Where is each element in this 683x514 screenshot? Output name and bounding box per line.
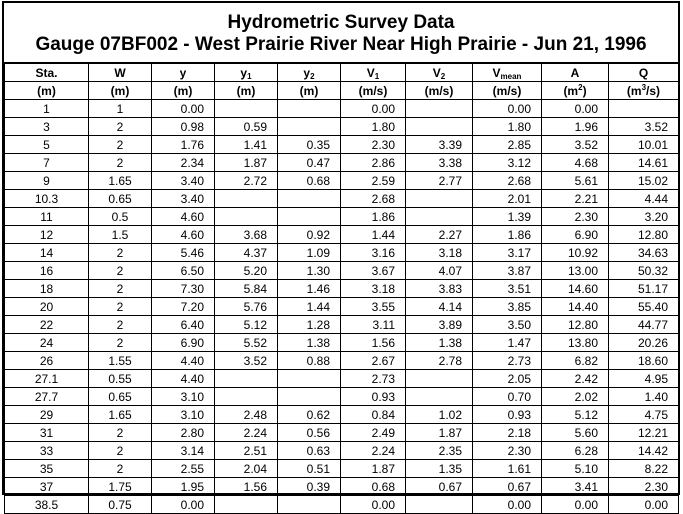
cell-w: 1.65	[89, 406, 152, 424]
cell-y1: 5.84	[215, 280, 278, 298]
cell-y1	[215, 496, 278, 514]
unit-v2: (m/s)	[406, 82, 473, 100]
cell-v1: 3.16	[341, 244, 406, 262]
cell-y: 4.40	[152, 370, 215, 388]
cell-v2: 4.07	[406, 262, 473, 280]
cell-vmean: 3.85	[473, 298, 542, 316]
cell-v2	[406, 190, 473, 208]
unit-a: $(m^2)$	[542, 82, 609, 100]
cell-y2: 0.68	[278, 172, 341, 190]
unit-q: $(m^3/s)$	[609, 82, 679, 100]
cell-w: 2	[89, 316, 152, 334]
cell-v2: 1.38	[406, 334, 473, 352]
cell-y: 0.00	[152, 496, 215, 514]
cell-w: 1.55	[89, 352, 152, 370]
cell-q	[609, 100, 679, 118]
cell-y2: 0.47	[278, 154, 341, 172]
cell-a: 1.96	[542, 118, 609, 136]
table-row	[5, 352, 679, 370]
cell-y2: 0.63	[278, 442, 341, 460]
cell-sta: 11	[5, 208, 89, 226]
cell-v2: 4.14	[406, 298, 473, 316]
cell-vmean: 3.12	[473, 154, 542, 172]
cell-sta: 7	[5, 154, 89, 172]
cell-vmean: 3.17	[473, 244, 542, 262]
cell-sta: 24	[5, 334, 89, 352]
header-y2: $y_2$	[278, 63, 341, 82]
table-row	[5, 334, 679, 352]
cell-a: 3.52	[542, 136, 609, 154]
cell-v1: 3.18	[341, 280, 406, 298]
cell-w: 2	[89, 118, 152, 136]
cell-y1	[215, 190, 278, 208]
header-v1: $V_1$	[341, 63, 406, 82]
cell-q: 15.02	[609, 172, 679, 190]
cell-vmean: 2.18	[473, 424, 542, 442]
cell-sta: 20	[5, 298, 89, 316]
cell-y: 6.50	[152, 262, 215, 280]
cell-y: 6.40	[152, 316, 215, 334]
cell-w: 2	[89, 262, 152, 280]
cell-vmean: 0.93	[473, 406, 542, 424]
header-y: y	[152, 63, 215, 82]
cell-v2	[406, 208, 473, 226]
cell-y2: 1.46	[278, 280, 341, 298]
cell-y1: 2.48	[215, 406, 278, 424]
cell-sta: 37	[5, 478, 89, 496]
cell-w: 0.65	[89, 190, 152, 208]
cell-sta: 26	[5, 352, 89, 370]
cell-w: 2	[89, 334, 152, 352]
cell-a: 6.90	[542, 226, 609, 244]
cell-q: 34.63	[609, 244, 679, 262]
cell-v1: 3.11	[341, 316, 406, 334]
cell-a: 0.00	[542, 496, 609, 514]
cell-a: 5.12	[542, 406, 609, 424]
cell-y1: 2.24	[215, 424, 278, 442]
cell-w: 2	[89, 298, 152, 316]
cell-v1: 3.55	[341, 298, 406, 316]
cell-v1: 2.30	[341, 136, 406, 154]
cell-vmean: 2.01	[473, 190, 542, 208]
unit-y2: (m)	[278, 82, 341, 100]
cell-y: 3.40	[152, 172, 215, 190]
cell-vmean: 2.73	[473, 352, 542, 370]
cell-a: 2.21	[542, 190, 609, 208]
cell-vmean: 0.00	[473, 100, 542, 118]
cell-vmean: 2.85	[473, 136, 542, 154]
table-row	[5, 442, 679, 460]
cell-y: 3.14	[152, 442, 215, 460]
table-row	[5, 406, 679, 424]
cell-y2: 1.44	[278, 298, 341, 316]
survey-table-body	[5, 63, 679, 514]
cell-y1: 3.52	[215, 352, 278, 370]
cell-w: 1.65	[89, 172, 152, 190]
cell-q: 0.00	[609, 496, 679, 514]
cell-y1	[215, 100, 278, 118]
cell-w: 1.5	[89, 226, 152, 244]
cell-w: 0.55	[89, 370, 152, 388]
cell-y2: 0.92	[278, 226, 341, 244]
cell-w: 1	[89, 100, 152, 118]
cell-y: 0.98	[152, 118, 215, 136]
survey-sheet	[2, 1, 680, 512]
cell-v1: 1.56	[341, 334, 406, 352]
table-row	[5, 316, 679, 334]
cell-y1: 2.51	[215, 442, 278, 460]
cell-q: 14.61	[609, 154, 679, 172]
cell-v1: 1.86	[341, 208, 406, 226]
cell-sta: 14	[5, 244, 89, 262]
cell-q: 1.40	[609, 388, 679, 406]
unit-vmean: (m/s)	[473, 82, 542, 100]
cell-v1: 1.44	[341, 226, 406, 244]
survey-table	[4, 62, 679, 514]
sheet-subtitle: Gauge 07BF002 - West Prairie River Near High Prairie - Jun 21, 1996	[35, 34, 647, 55]
cell-y2: 0.35	[278, 136, 341, 154]
cell-vmean: 0.67	[473, 478, 542, 496]
cell-v1: 1.80	[341, 118, 406, 136]
cell-y: 3.10	[152, 388, 215, 406]
table-row	[5, 244, 679, 262]
cell-y2: 1.28	[278, 316, 341, 334]
cell-sta: 29	[5, 406, 89, 424]
cell-y1: 2.04	[215, 460, 278, 478]
header-vmean: $V_{mean}$	[473, 63, 542, 82]
cell-v1: 0.84	[341, 406, 406, 424]
cell-a: 5.10	[542, 460, 609, 478]
cell-q: 14.42	[609, 442, 679, 460]
cell-y1: 2.72	[215, 172, 278, 190]
table-row	[5, 154, 679, 172]
cell-y: 2.80	[152, 424, 215, 442]
cell-v2: 2.35	[406, 442, 473, 460]
table-row	[5, 136, 679, 154]
cell-a: 0.00	[542, 100, 609, 118]
table-row	[5, 496, 679, 514]
cell-y2: 0.51	[278, 460, 341, 478]
cell-sta: 18	[5, 280, 89, 298]
header-w: W	[89, 63, 152, 82]
cell-v2: 1.87	[406, 424, 473, 442]
cell-v2: 2.78	[406, 352, 473, 370]
cell-v1: 0.00	[341, 496, 406, 514]
cell-q: 12.80	[609, 226, 679, 244]
cell-vmean: 0.00	[473, 496, 542, 514]
cell-sta: 35	[5, 460, 89, 478]
table-row	[5, 226, 679, 244]
cell-q: 55.40	[609, 298, 679, 316]
cell-y: 7.20	[152, 298, 215, 316]
cell-q: 20.26	[609, 334, 679, 352]
cell-sta: 31	[5, 424, 89, 442]
cell-v2: 3.38	[406, 154, 473, 172]
cell-y1: 5.76	[215, 298, 278, 316]
cell-v2	[406, 370, 473, 388]
cell-w: 0.75	[89, 496, 152, 514]
header-q: Q	[609, 63, 679, 82]
header-y1: $y_1$	[215, 63, 278, 82]
cell-v2: 0.67	[406, 478, 473, 496]
cell-a: 10.92	[542, 244, 609, 262]
cell-y: 7.30	[152, 280, 215, 298]
cell-q: 3.20	[609, 208, 679, 226]
table-row	[5, 262, 679, 280]
cell-y: 4.40	[152, 352, 215, 370]
cell-y2	[278, 118, 341, 136]
table-row	[5, 388, 679, 406]
cell-a: 12.80	[542, 316, 609, 334]
cell-sta: 1	[5, 100, 89, 118]
cell-v1: 1.87	[341, 460, 406, 478]
cell-v2: 2.27	[406, 226, 473, 244]
cell-y1: 0.59	[215, 118, 278, 136]
cell-y1: 5.20	[215, 262, 278, 280]
cell-sta: 3	[5, 118, 89, 136]
cell-sta: 5	[5, 136, 89, 154]
table-row	[5, 460, 679, 478]
cell-v2	[406, 496, 473, 514]
cell-sta: 16	[5, 262, 89, 280]
table-row	[5, 370, 679, 388]
unit-w: (m)	[89, 82, 152, 100]
cell-y: 5.46	[152, 244, 215, 262]
cell-vmean: 1.61	[473, 460, 542, 478]
cell-y1: 3.68	[215, 226, 278, 244]
cell-q: 4.95	[609, 370, 679, 388]
cell-a: 2.42	[542, 370, 609, 388]
cell-q: 2.30	[609, 478, 679, 496]
units-row	[5, 82, 679, 100]
cell-q: 8.22	[609, 460, 679, 478]
cell-y1	[215, 208, 278, 226]
cell-y2	[278, 388, 341, 406]
cell-v1: 2.24	[341, 442, 406, 460]
unit-sta: (m)	[5, 82, 89, 100]
cell-vmean: 2.30	[473, 442, 542, 460]
cell-y2	[278, 190, 341, 208]
cell-q: 12.21	[609, 424, 679, 442]
cell-y1: 5.52	[215, 334, 278, 352]
cell-a: 13.80	[542, 334, 609, 352]
cell-q: 18.60	[609, 352, 679, 370]
cell-w: 0.65	[89, 388, 152, 406]
cell-vmean: 3.50	[473, 316, 542, 334]
cell-y: 2.55	[152, 460, 215, 478]
header-a: A	[542, 63, 609, 82]
cell-q: 10.01	[609, 136, 679, 154]
cell-v2: 3.83	[406, 280, 473, 298]
cell-a: 13.00	[542, 262, 609, 280]
cell-w: 2	[89, 280, 152, 298]
cell-v1: 0.68	[341, 478, 406, 496]
unit-y: (m)	[152, 82, 215, 100]
cell-y: 2.34	[152, 154, 215, 172]
header-row	[5, 63, 679, 82]
table-row	[5, 478, 679, 496]
cell-v2	[406, 100, 473, 118]
table-row	[5, 100, 679, 118]
cell-a: 2.30	[542, 208, 609, 226]
header-sta: Sta.	[5, 63, 89, 82]
cell-q: 4.44	[609, 190, 679, 208]
cell-w: 2	[89, 244, 152, 262]
table-row	[5, 208, 679, 226]
cell-w: 2	[89, 442, 152, 460]
cell-y: 0.00	[152, 100, 215, 118]
cell-v2: 1.35	[406, 460, 473, 478]
table-row	[5, 298, 679, 316]
cell-sta: 9	[5, 172, 89, 190]
cell-sta: 33	[5, 442, 89, 460]
cell-vmean: 1.39	[473, 208, 542, 226]
cell-a: 5.61	[542, 172, 609, 190]
table-row	[5, 280, 679, 298]
cell-y2	[278, 496, 341, 514]
cell-y: 4.60	[152, 208, 215, 226]
header-v2: $V_2$	[406, 63, 473, 82]
cell-y2: 0.39	[278, 478, 341, 496]
cell-y: 3.10	[152, 406, 215, 424]
cell-y1: 5.12	[215, 316, 278, 334]
table-row	[5, 118, 679, 136]
cell-vmean: 1.80	[473, 118, 542, 136]
cell-y: 3.40	[152, 190, 215, 208]
cell-sta: 27.1	[5, 370, 89, 388]
cell-v2: 3.18	[406, 244, 473, 262]
cell-y2: 1.09	[278, 244, 341, 262]
table-row	[5, 172, 679, 190]
cell-y: 4.60	[152, 226, 215, 244]
cell-v1: 3.67	[341, 262, 406, 280]
cell-y1	[215, 388, 278, 406]
cell-a: 2.02	[542, 388, 609, 406]
cell-v2: 3.39	[406, 136, 473, 154]
cell-y2	[278, 370, 341, 388]
cell-vmean: 1.86	[473, 226, 542, 244]
cell-a: 5.60	[542, 424, 609, 442]
cell-w: 2	[89, 460, 152, 478]
cell-vmean: 1.47	[473, 334, 542, 352]
cell-sta: 38.5	[5, 496, 89, 514]
cell-y1: 4.37	[215, 244, 278, 262]
cell-w: 2	[89, 154, 152, 172]
cell-q: 3.52	[609, 118, 679, 136]
table-row	[5, 190, 679, 208]
cell-q: 4.75	[609, 406, 679, 424]
cell-a: 4.68	[542, 154, 609, 172]
cell-sta: 10.3	[5, 190, 89, 208]
cell-y2: 0.62	[278, 406, 341, 424]
cell-w: 1.75	[89, 478, 152, 496]
cell-q: 44.77	[609, 316, 679, 334]
cell-sta: 12	[5, 226, 89, 244]
cell-v1: 2.67	[341, 352, 406, 370]
cell-y1: 1.87	[215, 154, 278, 172]
cell-v1: 2.86	[341, 154, 406, 172]
cell-y2	[278, 208, 341, 226]
cell-q: 50.32	[609, 262, 679, 280]
cell-q: 51.17	[609, 280, 679, 298]
cell-y: 6.90	[152, 334, 215, 352]
cell-w: 0.5	[89, 208, 152, 226]
unit-v1: (m/s)	[341, 82, 406, 100]
cell-y2: 0.88	[278, 352, 341, 370]
cell-v2	[406, 118, 473, 136]
cell-y: 1.76	[152, 136, 215, 154]
cell-y2: 1.38	[278, 334, 341, 352]
cell-v1: 2.49	[341, 424, 406, 442]
cell-vmean: 2.05	[473, 370, 542, 388]
table-row	[5, 424, 679, 442]
cell-a: 6.28	[542, 442, 609, 460]
cell-y1	[215, 370, 278, 388]
cell-a: 14.40	[542, 298, 609, 316]
cell-sta: 22	[5, 316, 89, 334]
cell-y2: 1.30	[278, 262, 341, 280]
cell-v1: 2.59	[341, 172, 406, 190]
cell-y: 1.95	[152, 478, 215, 496]
cell-v1: 0.93	[341, 388, 406, 406]
cell-v1: 2.73	[341, 370, 406, 388]
cell-w: 2	[89, 136, 152, 154]
unit-y1: (m)	[215, 82, 278, 100]
cell-y1: 1.41	[215, 136, 278, 154]
cell-y1: 1.56	[215, 478, 278, 496]
cell-vmean: 0.70	[473, 388, 542, 406]
cell-v2: 3.89	[406, 316, 473, 334]
cell-vmean: 3.87	[473, 262, 542, 280]
cell-a: 14.60	[542, 280, 609, 298]
cell-y2	[278, 100, 341, 118]
cell-y2: 0.56	[278, 424, 341, 442]
cell-vmean: 2.68	[473, 172, 542, 190]
cell-vmean: 3.51	[473, 280, 542, 298]
cell-v2	[406, 388, 473, 406]
cell-v2: 2.77	[406, 172, 473, 190]
cell-v2: 1.02	[406, 406, 473, 424]
sheet-title: Hydrometric Survey Data	[227, 12, 455, 33]
cell-sta: 27.7	[5, 388, 89, 406]
cell-a: 3.41	[542, 478, 609, 496]
cell-v1: 2.68	[341, 190, 406, 208]
cell-v1: 0.00	[341, 100, 406, 118]
cell-a: 6.82	[542, 352, 609, 370]
cell-w: 2	[89, 424, 152, 442]
